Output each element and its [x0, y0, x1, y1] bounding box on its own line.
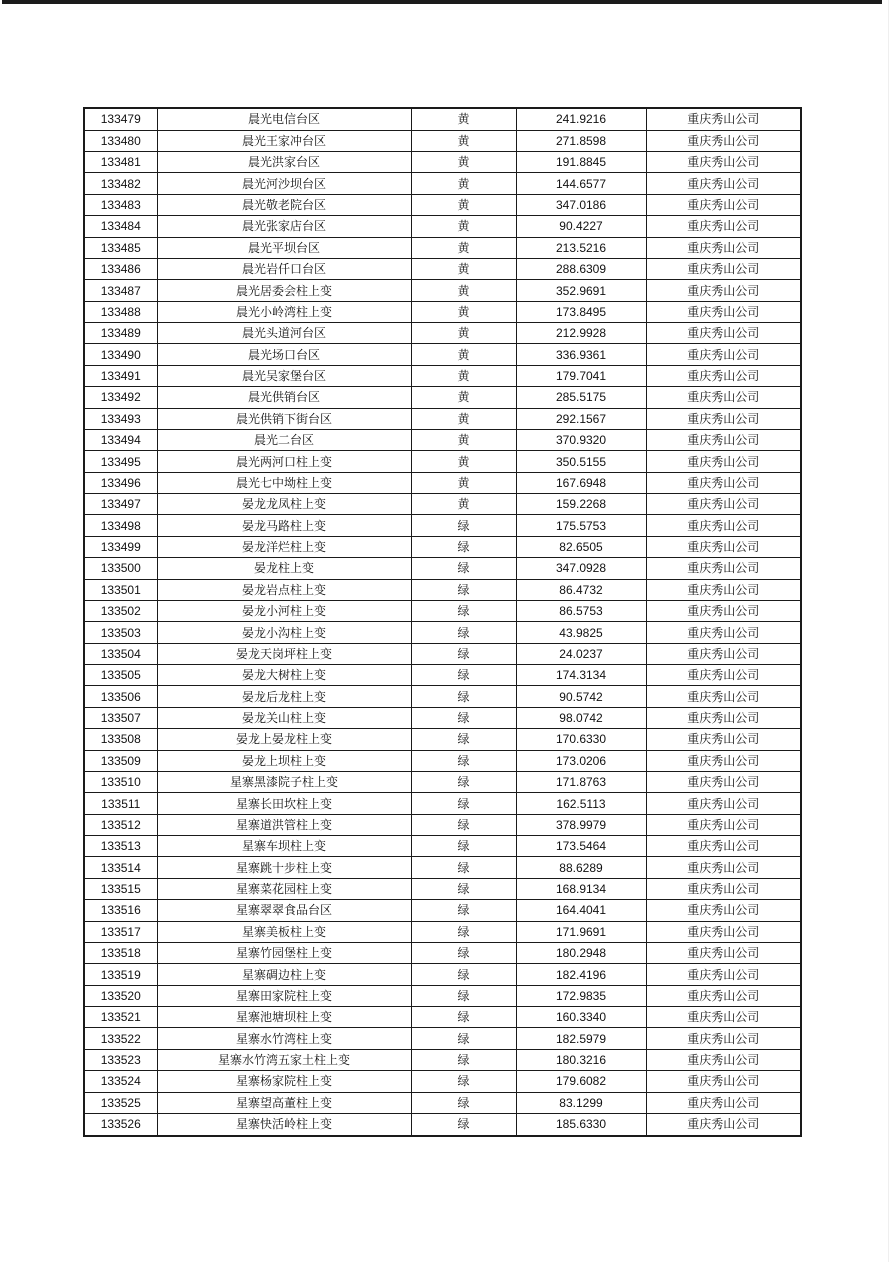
cell-status: 绿	[411, 1113, 516, 1136]
table-row	[84, 408, 801, 429]
cell-value: 213.5216	[516, 237, 646, 258]
cell-company: 重庆秀山公司	[646, 1092, 801, 1113]
cell-company: 重庆秀山公司	[646, 472, 801, 493]
cell-company: 重庆秀山公司	[646, 665, 801, 686]
cell-value: 370.9320	[516, 429, 646, 450]
cell-status: 绿	[411, 771, 516, 792]
cell-status: 黄	[411, 472, 516, 493]
table-row	[84, 771, 801, 792]
cell-id: 133495	[84, 451, 157, 472]
cell-company: 重庆秀山公司	[646, 771, 801, 792]
cell-value: 378.9979	[516, 814, 646, 835]
table-row	[84, 365, 801, 386]
cell-name: 晨光洪家台区	[157, 152, 411, 173]
cell-company: 重庆秀山公司	[646, 194, 801, 215]
cell-name: 晏龙龙凤柱上变	[157, 494, 411, 515]
cell-id: 133509	[84, 750, 157, 771]
cell-value: 271.8598	[516, 130, 646, 151]
cell-id: 133502	[84, 600, 157, 621]
cell-company: 重庆秀山公司	[646, 494, 801, 515]
cell-id: 133503	[84, 622, 157, 643]
cell-name: 晨光供销台区	[157, 387, 411, 408]
cell-name: 晨光居委会柱上变	[157, 280, 411, 301]
cell-company: 重庆秀山公司	[646, 258, 801, 279]
table-row	[84, 429, 801, 450]
cell-name: 晏龙大树柱上变	[157, 665, 411, 686]
cell-status: 绿	[411, 900, 516, 921]
cell-id: 133486	[84, 258, 157, 279]
cell-name: 晨光供销下街台区	[157, 408, 411, 429]
cell-status: 绿	[411, 665, 516, 686]
cell-status: 绿	[411, 622, 516, 643]
table-row	[84, 793, 801, 814]
cell-name: 晏龙马路柱上变	[157, 515, 411, 536]
cell-id: 133498	[84, 515, 157, 536]
cell-company: 重庆秀山公司	[646, 1007, 801, 1028]
cell-name: 晨光电信台区	[157, 108, 411, 130]
cell-status: 绿	[411, 942, 516, 963]
cell-value: 241.9216	[516, 108, 646, 130]
table-row	[84, 536, 801, 557]
cell-status: 黄	[411, 451, 516, 472]
page-right-edge-line	[888, 0, 889, 1262]
cell-name: 晏龙后龙柱上变	[157, 686, 411, 707]
cell-company: 重庆秀山公司	[646, 301, 801, 322]
cell-status: 黄	[411, 258, 516, 279]
cell-value: 285.5175	[516, 387, 646, 408]
cell-company: 重庆秀山公司	[646, 1028, 801, 1049]
cell-name: 星寨杨家院柱上变	[157, 1071, 411, 1092]
cell-name: 星寨田家院柱上变	[157, 985, 411, 1006]
cell-name: 星寨道洪管柱上变	[157, 814, 411, 835]
table-row	[84, 494, 801, 515]
cell-name: 星寨快活岭柱上变	[157, 1113, 411, 1136]
cell-status: 绿	[411, 515, 516, 536]
cell-id: 133501	[84, 579, 157, 600]
cell-status: 绿	[411, 579, 516, 600]
table-row	[84, 258, 801, 279]
cell-value: 173.0206	[516, 750, 646, 771]
cell-id: 133512	[84, 814, 157, 835]
cell-status: 黄	[411, 216, 516, 237]
cell-id: 133516	[84, 900, 157, 921]
cell-name: 星寨水竹湾五家土柱上变	[157, 1049, 411, 1070]
cell-status: 黄	[411, 408, 516, 429]
cell-value: 159.2268	[516, 494, 646, 515]
table-row	[84, 515, 801, 536]
cell-value: 350.5155	[516, 451, 646, 472]
cell-value: 347.0186	[516, 194, 646, 215]
cell-value: 164.4041	[516, 900, 646, 921]
cell-name: 星寨翠翠食品台区	[157, 900, 411, 921]
cell-id: 133522	[84, 1028, 157, 1049]
cell-value: 90.5742	[516, 686, 646, 707]
cell-value: 88.6289	[516, 857, 646, 878]
cell-value: 191.8845	[516, 152, 646, 173]
cell-status: 绿	[411, 836, 516, 857]
cell-value: 336.9361	[516, 344, 646, 365]
cell-company: 重庆秀山公司	[646, 942, 801, 963]
cell-status: 黄	[411, 494, 516, 515]
table-row	[84, 942, 801, 963]
cell-name: 晏龙洋烂柱上变	[157, 536, 411, 557]
cell-id: 133480	[84, 130, 157, 151]
cell-status: 绿	[411, 921, 516, 942]
table-row	[84, 216, 801, 237]
cell-company: 重庆秀山公司	[646, 387, 801, 408]
cell-status: 绿	[411, 536, 516, 557]
table-row	[84, 194, 801, 215]
table-row	[84, 130, 801, 151]
cell-name: 晏龙上晏龙柱上变	[157, 729, 411, 750]
cell-name: 晏龙小沟柱上变	[157, 622, 411, 643]
cell-id: 133489	[84, 323, 157, 344]
cell-company: 重庆秀山公司	[646, 836, 801, 857]
cell-name: 晏龙小河柱上变	[157, 600, 411, 621]
cell-name: 晏龙上坝柱上变	[157, 750, 411, 771]
table-row	[84, 1071, 801, 1092]
table-row	[84, 985, 801, 1006]
cell-company: 重庆秀山公司	[646, 878, 801, 899]
cell-status: 绿	[411, 1049, 516, 1070]
cell-value: 174.3134	[516, 665, 646, 686]
cell-value: 179.7041	[516, 365, 646, 386]
cell-status: 绿	[411, 793, 516, 814]
cell-id: 133484	[84, 216, 157, 237]
cell-value: 171.8763	[516, 771, 646, 792]
cell-status: 绿	[411, 1071, 516, 1092]
cell-company: 重庆秀山公司	[646, 750, 801, 771]
cell-company: 重庆秀山公司	[646, 857, 801, 878]
cell-value: 171.9691	[516, 921, 646, 942]
cell-id: 133517	[84, 921, 157, 942]
cell-id: 133508	[84, 729, 157, 750]
cell-company: 重庆秀山公司	[646, 536, 801, 557]
cell-name: 星寨水竹湾柱上变	[157, 1028, 411, 1049]
cell-id: 133491	[84, 365, 157, 386]
cell-status: 黄	[411, 301, 516, 322]
cell-id: 133515	[84, 878, 157, 899]
cell-name: 晏龙岩点柱上变	[157, 579, 411, 600]
cell-id: 133506	[84, 686, 157, 707]
cell-name: 晏龙天岗坪柱上变	[157, 643, 411, 664]
table-row	[84, 750, 801, 771]
cell-name: 星寨车坝柱上变	[157, 836, 411, 857]
table-row	[84, 301, 801, 322]
cell-status: 绿	[411, 964, 516, 985]
cell-id: 133519	[84, 964, 157, 985]
cell-status: 黄	[411, 194, 516, 215]
cell-value: 292.1567	[516, 408, 646, 429]
cell-id: 133526	[84, 1113, 157, 1136]
cell-company: 重庆秀山公司	[646, 985, 801, 1006]
cell-value: 288.6309	[516, 258, 646, 279]
cell-value: 168.9134	[516, 878, 646, 899]
cell-name: 晨光王家冲台区	[157, 130, 411, 151]
cell-name: 晨光张家店台区	[157, 216, 411, 237]
cell-company: 重庆秀山公司	[646, 686, 801, 707]
cell-value: 83.1299	[516, 1092, 646, 1113]
cell-company: 重庆秀山公司	[646, 216, 801, 237]
cell-company: 重庆秀山公司	[646, 344, 801, 365]
cell-name: 晨光岩仟口台区	[157, 258, 411, 279]
cell-status: 黄	[411, 173, 516, 194]
cell-value: 182.4196	[516, 964, 646, 985]
cell-value: 24.0237	[516, 643, 646, 664]
cell-id: 133494	[84, 429, 157, 450]
cell-id: 133504	[84, 643, 157, 664]
station-data-table	[83, 107, 802, 1137]
cell-id: 133524	[84, 1071, 157, 1092]
table-row	[84, 152, 801, 173]
cell-status: 黄	[411, 130, 516, 151]
cell-value: 144.6577	[516, 173, 646, 194]
cell-name: 晨光场口台区	[157, 344, 411, 365]
table-row	[84, 665, 801, 686]
cell-id: 133483	[84, 194, 157, 215]
cell-id: 133514	[84, 857, 157, 878]
cell-company: 重庆秀山公司	[646, 408, 801, 429]
cell-value: 347.0928	[516, 558, 646, 579]
cell-value: 352.9691	[516, 280, 646, 301]
cell-id: 133521	[84, 1007, 157, 1028]
cell-name: 晨光吴家堡台区	[157, 365, 411, 386]
table-row	[84, 686, 801, 707]
cell-status: 绿	[411, 707, 516, 728]
cell-status: 绿	[411, 857, 516, 878]
table-row	[84, 558, 801, 579]
cell-status: 绿	[411, 985, 516, 1006]
table-row	[84, 237, 801, 258]
cell-name: 星寨长田坎柱上变	[157, 793, 411, 814]
cell-status: 黄	[411, 365, 516, 386]
cell-status: 黄	[411, 387, 516, 408]
cell-company: 重庆秀山公司	[646, 1049, 801, 1070]
cell-value: 180.2948	[516, 942, 646, 963]
table-row	[84, 964, 801, 985]
cell-name: 晏龙关山柱上变	[157, 707, 411, 728]
cell-name: 星寨跳十步柱上变	[157, 857, 411, 878]
cell-name: 晨光七中坳柱上变	[157, 472, 411, 493]
cell-id: 133496	[84, 472, 157, 493]
cell-status: 绿	[411, 600, 516, 621]
cell-name: 晨光两河口柱上变	[157, 451, 411, 472]
cell-company: 重庆秀山公司	[646, 108, 801, 130]
cell-company: 重庆秀山公司	[646, 558, 801, 579]
cell-status: 黄	[411, 429, 516, 450]
cell-name: 晏龙柱上变	[157, 558, 411, 579]
cell-value: 173.5464	[516, 836, 646, 857]
cell-name: 晨光二台区	[157, 429, 411, 450]
top-edge-bar	[2, 0, 882, 4]
cell-id: 133507	[84, 707, 157, 728]
cell-company: 重庆秀山公司	[646, 451, 801, 472]
table-row	[84, 622, 801, 643]
table-row	[84, 387, 801, 408]
cell-id: 133479	[84, 108, 157, 130]
cell-company: 重庆秀山公司	[646, 152, 801, 173]
table-row	[84, 1007, 801, 1028]
cell-id: 133485	[84, 237, 157, 258]
cell-id: 133487	[84, 280, 157, 301]
cell-value: 179.6082	[516, 1071, 646, 1092]
cell-name: 星寨池塘坝柱上变	[157, 1007, 411, 1028]
cell-id: 133493	[84, 408, 157, 429]
cell-status: 绿	[411, 750, 516, 771]
cell-status: 绿	[411, 1028, 516, 1049]
cell-id: 133505	[84, 665, 157, 686]
table-body	[84, 108, 801, 1136]
cell-company: 重庆秀山公司	[646, 900, 801, 921]
cell-id: 133510	[84, 771, 157, 792]
cell-value: 43.9825	[516, 622, 646, 643]
cell-company: 重庆秀山公司	[646, 173, 801, 194]
cell-value: 160.3340	[516, 1007, 646, 1028]
table-row	[84, 472, 801, 493]
cell-status: 绿	[411, 814, 516, 835]
cell-company: 重庆秀山公司	[646, 793, 801, 814]
cell-status: 黄	[411, 323, 516, 344]
cell-status: 绿	[411, 1007, 516, 1028]
table-row	[84, 878, 801, 899]
table-row	[84, 600, 801, 621]
cell-id: 133497	[84, 494, 157, 515]
table-row	[84, 280, 801, 301]
cell-company: 重庆秀山公司	[646, 130, 801, 151]
table-row	[84, 836, 801, 857]
cell-value: 170.6330	[516, 729, 646, 750]
table-row	[84, 814, 801, 835]
table-row	[84, 344, 801, 365]
cell-company: 重庆秀山公司	[646, 1113, 801, 1136]
cell-company: 重庆秀山公司	[646, 429, 801, 450]
cell-value: 82.6505	[516, 536, 646, 557]
cell-name: 星寨美板柱上变	[157, 921, 411, 942]
cell-id: 133511	[84, 793, 157, 814]
cell-company: 重庆秀山公司	[646, 729, 801, 750]
cell-id: 133492	[84, 387, 157, 408]
table-row	[84, 173, 801, 194]
cell-name: 晨光敬老院台区	[157, 194, 411, 215]
cell-value: 173.8495	[516, 301, 646, 322]
cell-status: 黄	[411, 152, 516, 173]
cell-id: 133499	[84, 536, 157, 557]
cell-status: 绿	[411, 878, 516, 899]
table-row	[84, 323, 801, 344]
table-row	[84, 108, 801, 130]
cell-company: 重庆秀山公司	[646, 964, 801, 985]
cell-status: 绿	[411, 729, 516, 750]
cell-id: 133523	[84, 1049, 157, 1070]
cell-value: 172.9835	[516, 985, 646, 1006]
cell-name: 星寨碉边柱上变	[157, 964, 411, 985]
cell-company: 重庆秀山公司	[646, 600, 801, 621]
cell-name: 晨光平坝台区	[157, 237, 411, 258]
table-row	[84, 707, 801, 728]
table-row	[84, 729, 801, 750]
table-row	[84, 1092, 801, 1113]
cell-value: 180.3216	[516, 1049, 646, 1070]
cell-status: 绿	[411, 643, 516, 664]
cell-value: 175.5753	[516, 515, 646, 536]
cell-value: 185.6330	[516, 1113, 646, 1136]
table-row	[84, 579, 801, 600]
cell-name: 晨光头道河台区	[157, 323, 411, 344]
cell-id: 133525	[84, 1092, 157, 1113]
cell-name: 星寨菜花园柱上变	[157, 878, 411, 899]
cell-value: 86.5753	[516, 600, 646, 621]
cell-name: 星寨竹园堡柱上变	[157, 942, 411, 963]
cell-value: 162.5113	[516, 793, 646, 814]
cell-status: 黄	[411, 237, 516, 258]
cell-company: 重庆秀山公司	[646, 280, 801, 301]
cell-name: 晨光河沙坝台区	[157, 173, 411, 194]
cell-id: 133513	[84, 836, 157, 857]
cell-id: 133482	[84, 173, 157, 194]
table-row	[84, 451, 801, 472]
cell-status: 绿	[411, 558, 516, 579]
cell-id: 133481	[84, 152, 157, 173]
cell-company: 重庆秀山公司	[646, 622, 801, 643]
table-row	[84, 857, 801, 878]
cell-status: 绿	[411, 686, 516, 707]
table-row	[84, 900, 801, 921]
table-row	[84, 1049, 801, 1070]
table-row	[84, 921, 801, 942]
cell-company: 重庆秀山公司	[646, 579, 801, 600]
cell-company: 重庆秀山公司	[646, 323, 801, 344]
cell-status: 黄	[411, 280, 516, 301]
cell-id: 133490	[84, 344, 157, 365]
cell-company: 重庆秀山公司	[646, 643, 801, 664]
cell-value: 182.5979	[516, 1028, 646, 1049]
table-row	[84, 1028, 801, 1049]
cell-id: 133520	[84, 985, 157, 1006]
cell-status: 黄	[411, 108, 516, 130]
cell-name: 晨光小岭湾柱上变	[157, 301, 411, 322]
cell-value: 98.0742	[516, 707, 646, 728]
cell-status: 绿	[411, 1092, 516, 1113]
cell-value: 90.4227	[516, 216, 646, 237]
cell-value: 167.6948	[516, 472, 646, 493]
cell-id: 133500	[84, 558, 157, 579]
cell-value: 86.4732	[516, 579, 646, 600]
cell-company: 重庆秀山公司	[646, 237, 801, 258]
cell-company: 重庆秀山公司	[646, 1071, 801, 1092]
table-row	[84, 1113, 801, 1136]
cell-company: 重庆秀山公司	[646, 814, 801, 835]
cell-id: 133488	[84, 301, 157, 322]
cell-status: 黄	[411, 344, 516, 365]
cell-name: 星寨望高董柱上变	[157, 1092, 411, 1113]
cell-company: 重庆秀山公司	[646, 707, 801, 728]
cell-company: 重庆秀山公司	[646, 921, 801, 942]
cell-company: 重庆秀山公司	[646, 365, 801, 386]
table-row	[84, 643, 801, 664]
cell-value: 212.9928	[516, 323, 646, 344]
cell-name: 星寨黑漆院子柱上变	[157, 771, 411, 792]
cell-company: 重庆秀山公司	[646, 515, 801, 536]
cell-id: 133518	[84, 942, 157, 963]
